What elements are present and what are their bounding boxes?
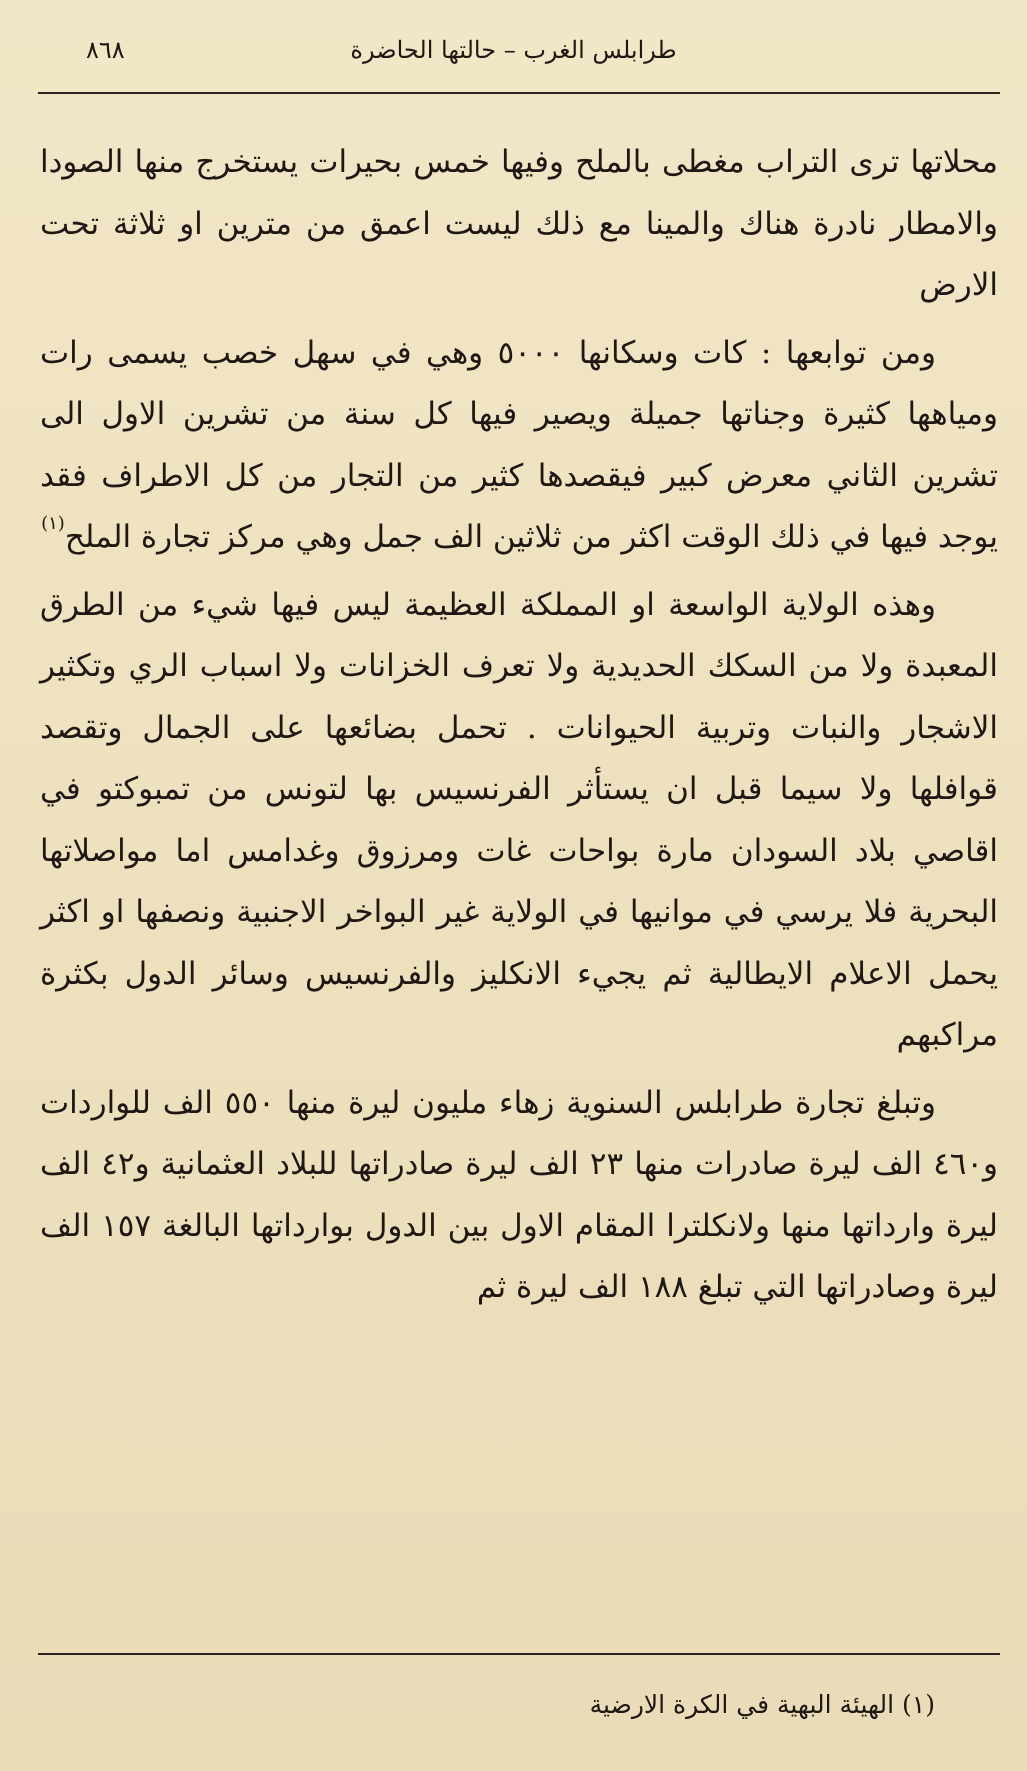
running-head: طرابلس الغرب – حالتها الحاضرة xyxy=(350,36,677,64)
footnote-rule xyxy=(38,1653,1000,1655)
paragraph-2 xyxy=(40,323,998,569)
paragraph-2-text: ومن توابعها : كات وسكانها ٥٠٠٠ وهي في سهل خصب يسمى رات ومياهها كثيرة وجناتها جميلة ويصير فيها كل سنة من تشرين الاول الى تشرين الثاني معرض كبير فيقصدها كثير من التجار من كل الاطراف فقد يوجد فيها في ذلك الوقت اكثر من ثلاثين الف جمل وهي مركز تجارة الملح xyxy=(40,334,998,555)
footnote: (١) الهيئة البهية في الكرة الارضية xyxy=(589,1690,935,1719)
paragraph-3: وهذه الولاية الواسعة او المملكة العظيمة ليس فيها شيء من الطرق المعبدة ولا من السكك الحديدية ولا تعرف الخزانات ولا اسباب الري وتكثير الاشجار والنبات وتربية الحيوانات . تحمل بضائعها على الجمال وتقصد قوافلها ولا سيما قبل ان يستأثر الفرنسيس بها لتونس من تمبوكتو في اقاصي بلاد السودان مارة بواحات غات ومرزوق وغدامس اما مواصلاتها البحرية فلا يرسي في موانيها في الولاية غير البواخر الاجنبية ونصفها او اكثر يحمل الاعلام الايطالية ثم يجيء الانكليز والفرنسيس وسائر الدول بكثرة مراكبهم xyxy=(40,586,998,1053)
paragraph-4: وتبلغ تجارة طرابلس السنوية زهاء مليون ليرة منها ٥٥٠ الف للواردات و٤٦٠ الف ليرة صادرات منها ٢٣ الف ليرة صادراتها للبلاد العثمانية و٤٢ الف ليرة وارداتها منها ولانكلترا المقام الاول بين الدول بوارداتها البالغة ١٥٧ الف ليرة وصادراتها التي تبلغ ١٨٨ الف ليرة ثم xyxy=(40,1084,998,1305)
header-rule xyxy=(38,92,1000,94)
page-number: ٨٦٨ xyxy=(86,36,125,64)
main-text xyxy=(40,132,998,1319)
footnote-reference: (١) xyxy=(41,513,65,534)
paragraph-1: محلاتها ترى التراب مغطى بالملح وفيها خمس بحيرات يستخرج منها الصودا والامطار نادرة هناك والمينا مع ذلك ليست اعمق من مترين او ثلاثة تحت الارض xyxy=(40,144,998,303)
page-header xyxy=(0,28,1027,78)
